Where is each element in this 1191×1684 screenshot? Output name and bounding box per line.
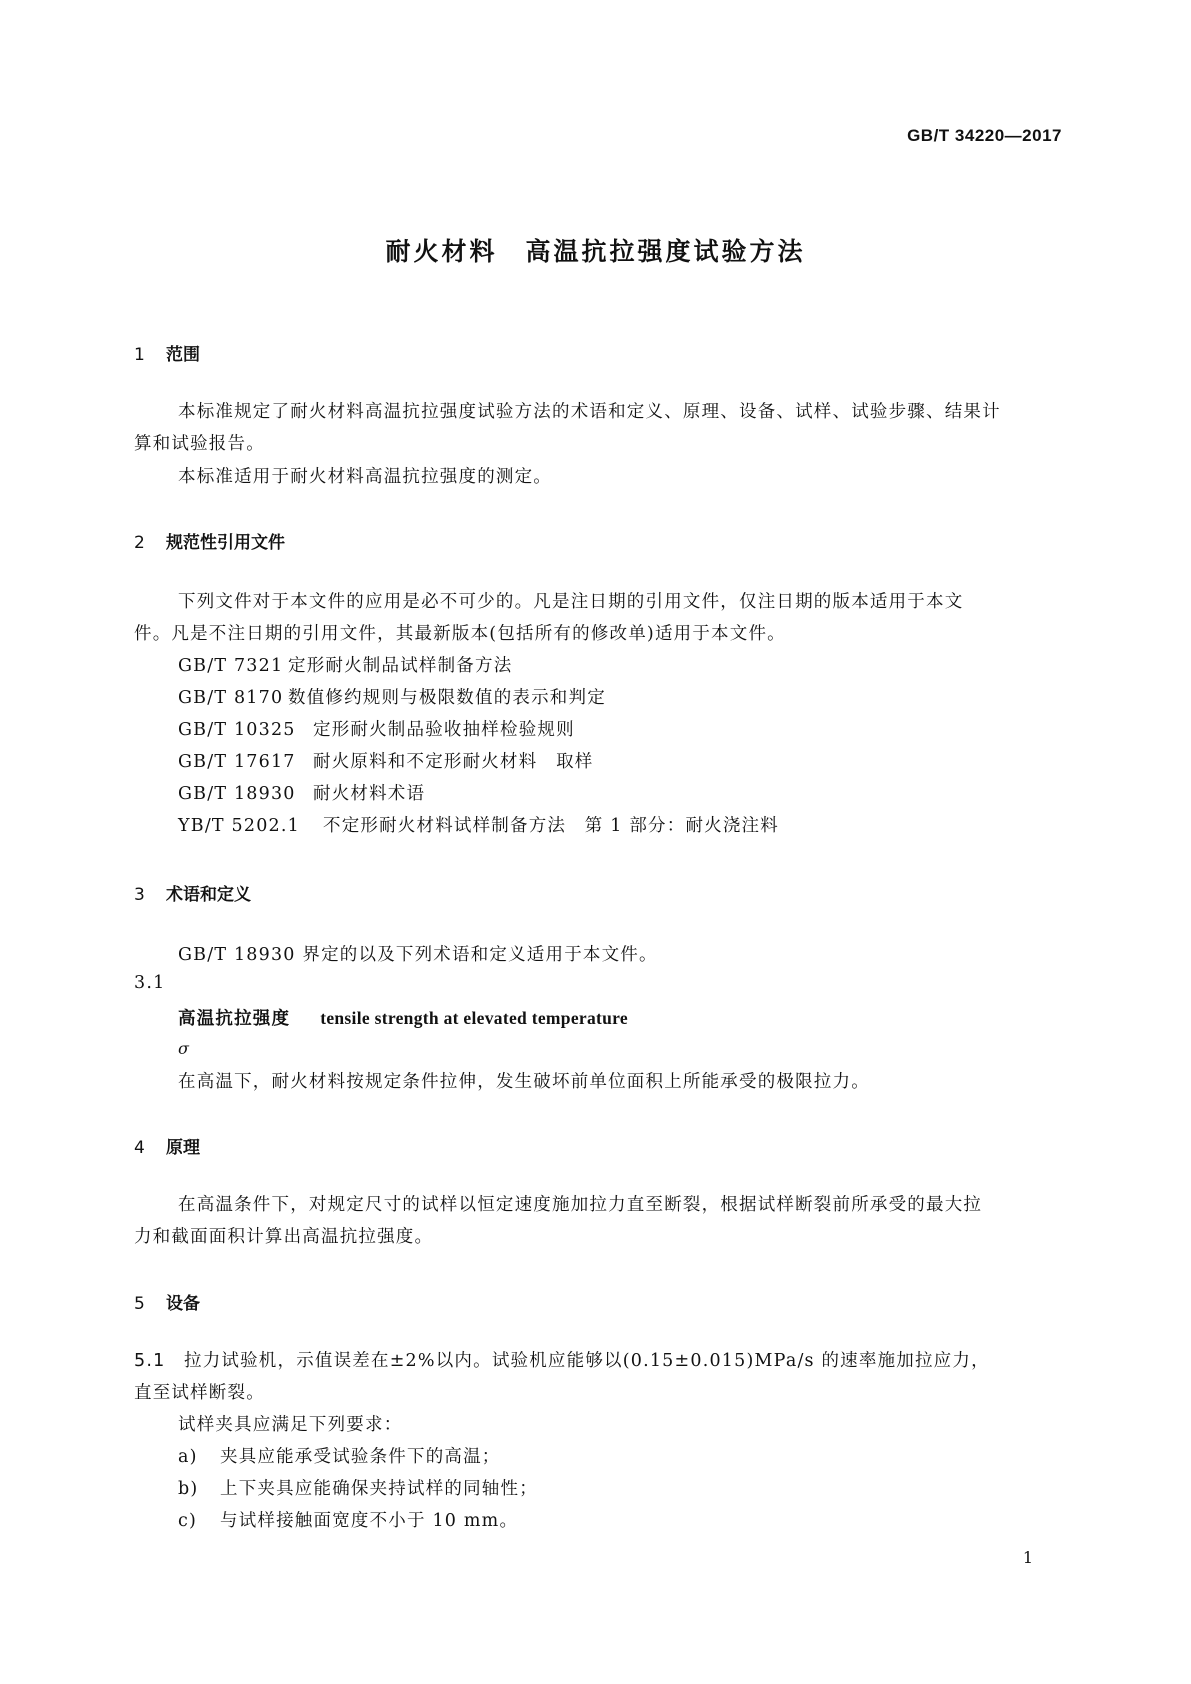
section-number: 5 xyxy=(134,1294,145,1314)
reference-code: GB/T 10325 xyxy=(178,720,296,740)
list-text: 与试样接触面宽度不小于 10 mm。 xyxy=(220,1511,519,1531)
section-4-heading xyxy=(134,1133,200,1158)
s1-paragraph-1-line-1: 本标准规定了耐火材料高温抗拉强度试验方法的术语和定义、原理、设备、试样、试验步骤、结果计 xyxy=(178,402,1001,422)
reference-item xyxy=(178,652,512,677)
reference-item xyxy=(178,716,575,741)
s2-paragraph-1-line-2: 件。凡是不注日期的引用文件，其最新版本(包括所有的修改单)适用于本文件。 xyxy=(134,624,786,644)
standard-number: GB/T 34220—2017 xyxy=(907,126,1062,145)
s3-paragraph-1: GB/T 18930 界定的以及下列术语和定义适用于本文件。 xyxy=(178,945,658,965)
list-text: 上下夹具应能确保夹持试样的同轴性； xyxy=(220,1479,538,1499)
section-title: 术语和定义 xyxy=(166,885,251,905)
reference-item xyxy=(178,780,425,805)
reference-item xyxy=(178,748,594,773)
reference-title: 耐火材料术语 xyxy=(313,784,426,804)
clause-5-1-line-2: 直至试样断裂。 xyxy=(134,1383,265,1403)
term-number: 3.1 xyxy=(134,973,166,993)
s2-paragraph-1-line-1: 下列文件对于本文件的应用是必不可少的。凡是注日期的引用文件，仅注日期的版本适用于本文 xyxy=(178,592,964,612)
reference-code: GB/T 18930 xyxy=(178,784,296,804)
list-text: 夹具应能承受试验条件下的高温； xyxy=(220,1447,501,1467)
s4-paragraph-1-line-1: 在高温条件下，对规定尺寸的试样以恒定速度施加拉力直至断裂，根据试样断裂前所承受的最大拉 xyxy=(178,1195,983,1215)
clamp-intro: 试样夹具应满足下列要求： xyxy=(178,1415,403,1435)
section-2-heading xyxy=(134,528,285,553)
section-3-heading xyxy=(134,880,251,905)
reference-code: YB/T 5202.1 xyxy=(178,816,300,836)
list-label: a) xyxy=(178,1447,198,1467)
term-symbol: σ xyxy=(178,1039,189,1058)
reference-title: 不定形耐火材料试样制备方法 第 1 部分：耐火浇注料 xyxy=(323,816,779,836)
term-definition: 在高温下，耐火材料按规定条件拉伸，发生破坏前单位面积上所能承受的极限拉力。 xyxy=(178,1072,870,1092)
list-label: c) xyxy=(178,1511,198,1531)
reference-code: GB/T 17617 xyxy=(178,752,296,772)
clause-5-1-line-1 xyxy=(134,1347,990,1372)
section-title: 范围 xyxy=(166,345,200,365)
section-number: 1 xyxy=(134,345,145,365)
s1-paragraph-1-line-2: 算和试验报告。 xyxy=(134,434,265,454)
section-title: 原理 xyxy=(166,1138,200,1158)
reference-title: 定形耐火制品试样制备方法 xyxy=(288,656,513,676)
s1-paragraph-2: 本标准适用于耐火材料高温抗拉强度的测定。 xyxy=(178,467,552,487)
reference-title: 数值修约规则与极限数值的表示和判定 xyxy=(288,688,606,708)
reference-code: GB/T 7321 xyxy=(178,656,284,676)
document-title: 耐火材料 高温抗拉强度试验方法 xyxy=(385,237,806,266)
reference-item xyxy=(178,812,779,837)
list-item xyxy=(178,1507,518,1532)
s4-paragraph-1-line-2: 力和截面面积计算出高温抗拉强度。 xyxy=(134,1227,434,1247)
section-number: 2 xyxy=(134,533,145,553)
list-item xyxy=(178,1443,501,1468)
list-item xyxy=(178,1475,538,1500)
section-5-heading xyxy=(134,1289,200,1314)
section-number: 3 xyxy=(134,885,145,905)
reference-title: 定形耐火制品验收抽样检验规则 xyxy=(313,720,575,740)
section-title: 规范性引用文件 xyxy=(166,533,285,553)
term-chinese: 高温抗拉强度 xyxy=(178,1009,291,1029)
term-entry xyxy=(178,1005,628,1030)
reference-title: 耐火原料和不定形耐火材料 取样 xyxy=(313,752,594,772)
reference-code: GB/T 8170 xyxy=(178,688,284,708)
page-number: 1 xyxy=(1022,1548,1033,1567)
section-1-heading xyxy=(134,340,200,365)
list-label: b) xyxy=(178,1479,199,1499)
reference-item xyxy=(178,684,606,709)
term-english: tensile strength at elevated temperature xyxy=(320,1008,629,1028)
clause-text: 拉力试验机，示值误差在±2%以内。试验机应能够以(0.15±0.015)MPa/s 的速率施加拉应力， xyxy=(184,1351,990,1371)
clause-number: 5.1 xyxy=(134,1351,166,1371)
section-title: 设备 xyxy=(166,1294,200,1314)
section-number: 4 xyxy=(134,1138,145,1158)
